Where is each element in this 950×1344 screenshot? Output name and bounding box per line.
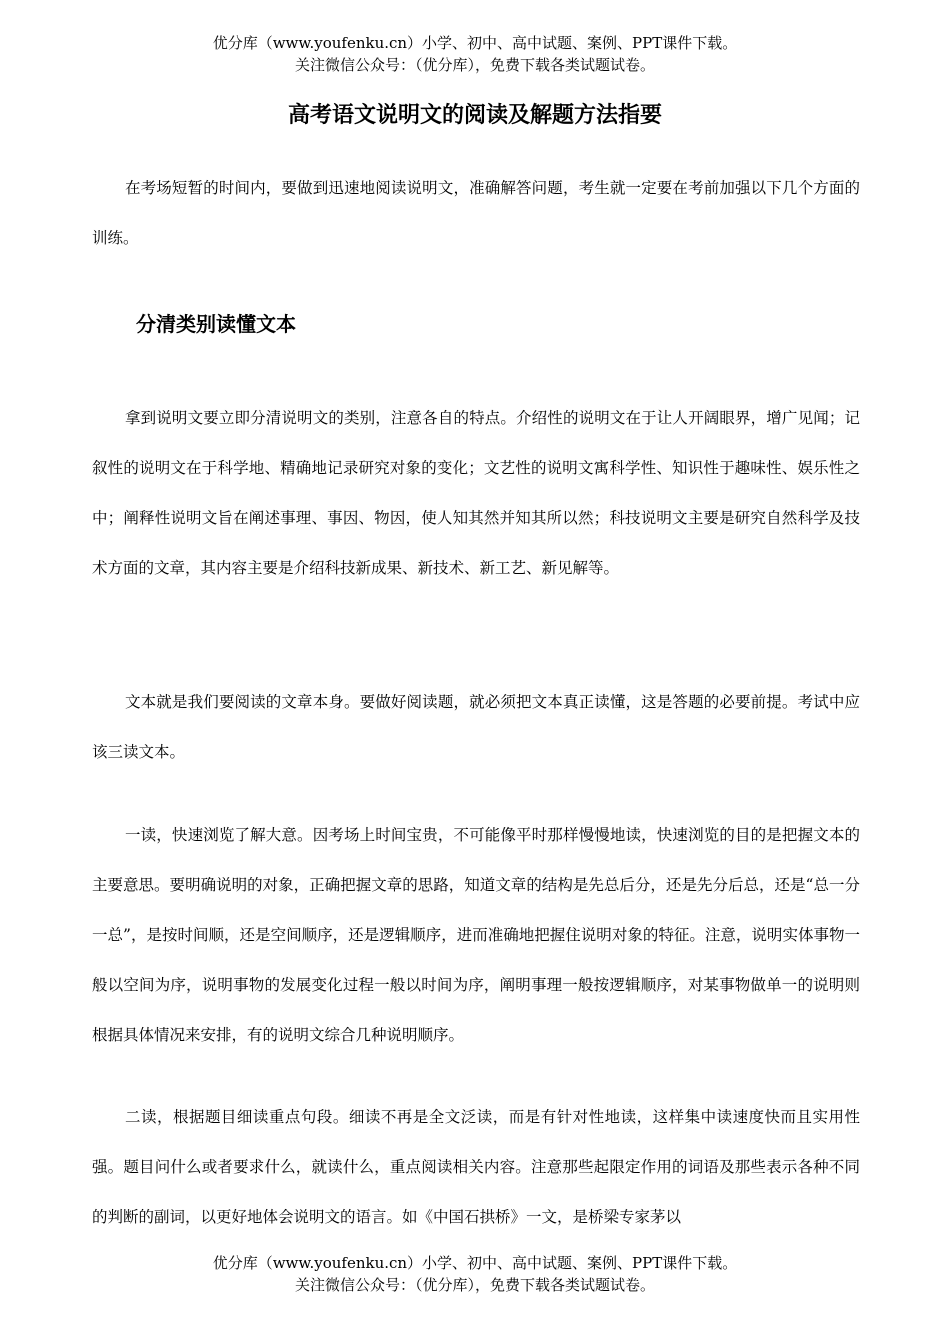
page-header [0,32,950,76]
footer-line-2: 关注微信公众号：（优分库），免费下载各类试题试卷。 [294,1276,655,1294]
second-read-paragraph: 二读，根据题目细读重点句段。细读不再是全文泛读，而是有针对性地读，这样集中读速度快而且实用性强。题目问什么或者要求什么，就读什么，重点阅读相关内容。注意那些起限定作用的词语及那些表示各种不同的判断的副词，以更好地体会说明文的语言。如《中国石拱桥》一文，是桥梁专家茅以 [92,1108,860,1226]
categories-paragraph: 拿到说明文要立即分清说明文的类别，注意各自的特点。介绍性的说明文在于让人开阔眼界，增广见闻；记叙性的说明文在于科学地、精确地记录研究对象的变化；文艺性的说明文寓科学性、知识性于趣味性、娱乐性之中；阐释性说明文旨在阐述事理、事因、物因，使人知其然并知其所以然；科技说明文主要是研究自然科学及技术方面的文章，其内容主要是介绍科技新成果、新技术、新工艺、新见解等。 [92,409,860,577]
first-read-paragraph: 一读，快速浏览了解大意。因考场上时间宝贵，不可能像平时那样慢慢地读，快速浏览的目的是把握文本的主要意思。要明确说明的对象，正确把握文章的思路，知道文章的结构是先总后分，还是先分后总，还是“总一分一总”，是按时间顺，还是空间顺序，还是逻辑顺序，进而准确地把握住说明对象的特征。注意，说明实体事物一般以空间为序，说明事物的发展变化过程一般以时间为序，阐明事理一般按逻辑顺序，对某事物做单一的说明则根据具体情况来安排，有的说明文综合几种说明顺序。 [92,826,860,1044]
footer-line-1: 优分库（www.youfenku.cn）小学、初中、高中试题、案例、PPT课件下载。 [212,1254,738,1272]
text-paragraph: 文本就是我们要阅读的文章本身。要做好阅读题，就必须把文本真正读懂，这是答题的必要前提。考试中应该三读文本。 [92,693,860,761]
page-footer [0,1252,950,1296]
header-line-1: 优分库（www.youfenku.cn）小学、初中、高中试题、案例、PPT课件下载。 [212,34,738,52]
section-heading: 分清类别读懂文本 [136,312,296,336]
header-line-2: 关注微信公众号：（优分库），免费下载各类试题试卷。 [294,56,655,74]
intro-paragraph: 在考场短暂的时间内，要做到迅速地阅读说明文，准确解答问题，考生就一定要在考前加强以下几个方面的训练。 [92,179,860,247]
document-title: 高考语文说明文的阅读及解题方法指要 [287,103,662,128]
